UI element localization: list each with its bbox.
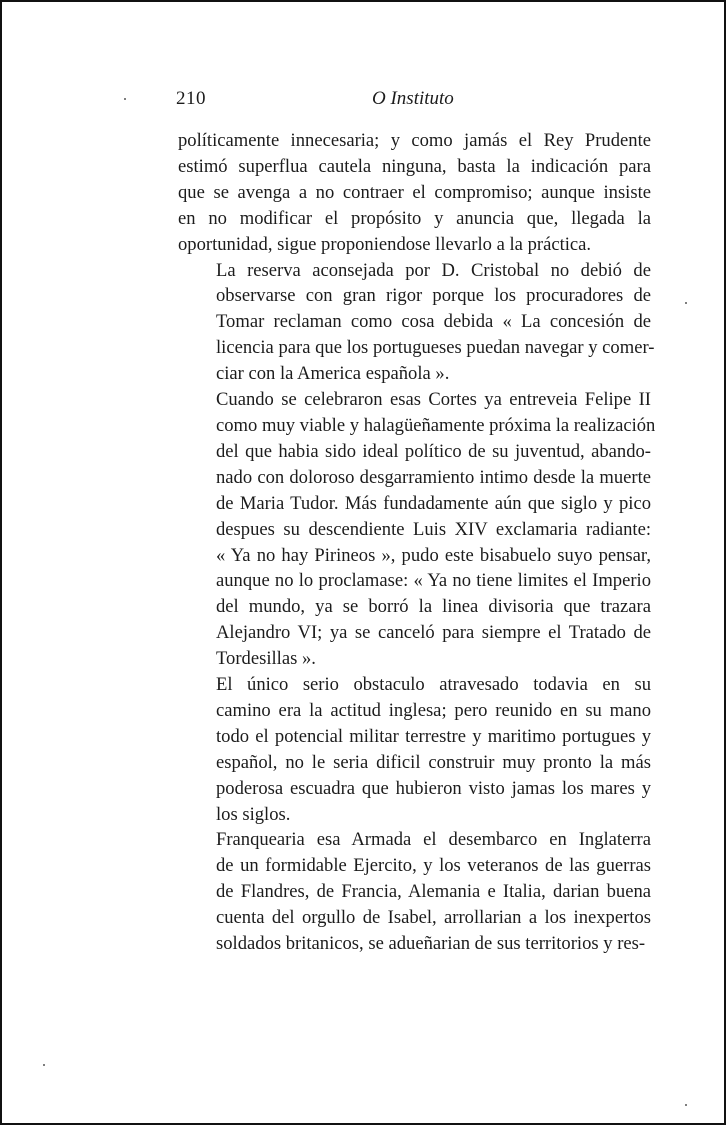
text-line: oportunidad, sigue proponiendose llevarlo a la práctica. <box>178 233 592 255</box>
page-header <box>178 84 651 128</box>
text-line: aunque no lo proclamase: « Ya no tiene limites el Imperio <box>216 570 651 592</box>
text-line: políticamente innecesaria; y como jamás el Rey Prudente <box>178 130 651 151</box>
text-line: español, no le seria dificil construir muy pronto la más <box>216 751 651 773</box>
text-line: del que habia sido ideal político de su juventud, abando- <box>216 440 651 462</box>
paragraph <box>178 387 656 672</box>
paragraph <box>178 258 655 388</box>
text-line: de un formidable Ejercito, y los veteranos de las guerras <box>216 855 651 877</box>
body-text <box>178 128 656 957</box>
text-line: en no modificar el propósito y anuncia que, llegada la <box>178 207 651 229</box>
text-line: poderosa escuadra que hubieron visto jamas los mares y <box>216 777 651 799</box>
text-line: estimó superflua cautela ninguna, basta la indicación para <box>178 155 651 177</box>
text-line: del mundo, ya se borró la linea divisoria que trazara <box>216 596 651 618</box>
text-line: La reserva aconsejada por D. Cristobal no debió de <box>216 259 651 281</box>
text-line: de Flandres, de Francia, Alemania e Italia, darian buena <box>216 881 651 903</box>
paragraph <box>178 827 651 957</box>
text-line: El único serio obstaculo atravesado todavia en su <box>216 674 651 696</box>
text-line: que se avenga a no contraer el compromiso; aunque insiste <box>178 181 651 203</box>
running-title: O Instituto <box>372 88 454 109</box>
text-line: ciar con la America española ». <box>216 363 450 385</box>
text-line: « Ya no hay Pirineos », pudo este bisabuelo suyo pensar, <box>216 544 651 566</box>
text-line: licencia para que los portugueses puedan navegar y comer- <box>216 337 655 359</box>
text-line: Alejandro VI; ya se canceló para siempre el Tratado de <box>216 622 651 644</box>
scan-speck <box>685 302 687 304</box>
text-line: camino era la actitud inglesa; pero reunido en su mano <box>216 699 651 721</box>
text-line: como muy viable y halagüeñamente próxima la realización <box>216 414 656 436</box>
book-page <box>176 84 656 957</box>
page-number: 210 <box>176 88 206 109</box>
text-line: soldados britanicos, se adueñarian de sus territorios y res- <box>216 933 646 955</box>
text-line: nado con doloroso desgarramiento intimo desde la muerte <box>216 466 651 488</box>
scan-speck <box>685 1104 687 1106</box>
text-line: cuenta del orgullo de Isabel, arrollarian a los inexpertos <box>216 907 651 929</box>
paragraph <box>178 128 651 258</box>
text-line: todo el potencial militar terrestre y maritimo portugues y <box>216 725 651 747</box>
scan-speck <box>43 1064 45 1066</box>
text-line: de Maria Tudor. Más fundadamente aún que siglo y pico <box>216 492 651 514</box>
text-line: Tordesillas ». <box>216 648 316 670</box>
text-line: los siglos. <box>216 803 291 825</box>
text-line: Tomar reclaman como cosa debida « La concesión de <box>216 311 651 333</box>
text-line: Franquearia esa Armada el desembarco en Inglaterra <box>216 829 651 851</box>
scan-speck <box>124 98 126 100</box>
text-line: observarse con gran rigor porque los procuradores de <box>216 285 651 307</box>
text-line: Cuando se celebraron esas Cortes ya entreveia Felipe II <box>216 389 651 411</box>
paragraph <box>178 672 651 827</box>
text-line: despues su descendiente Luis XIV exclamaria radiante: <box>216 518 651 540</box>
